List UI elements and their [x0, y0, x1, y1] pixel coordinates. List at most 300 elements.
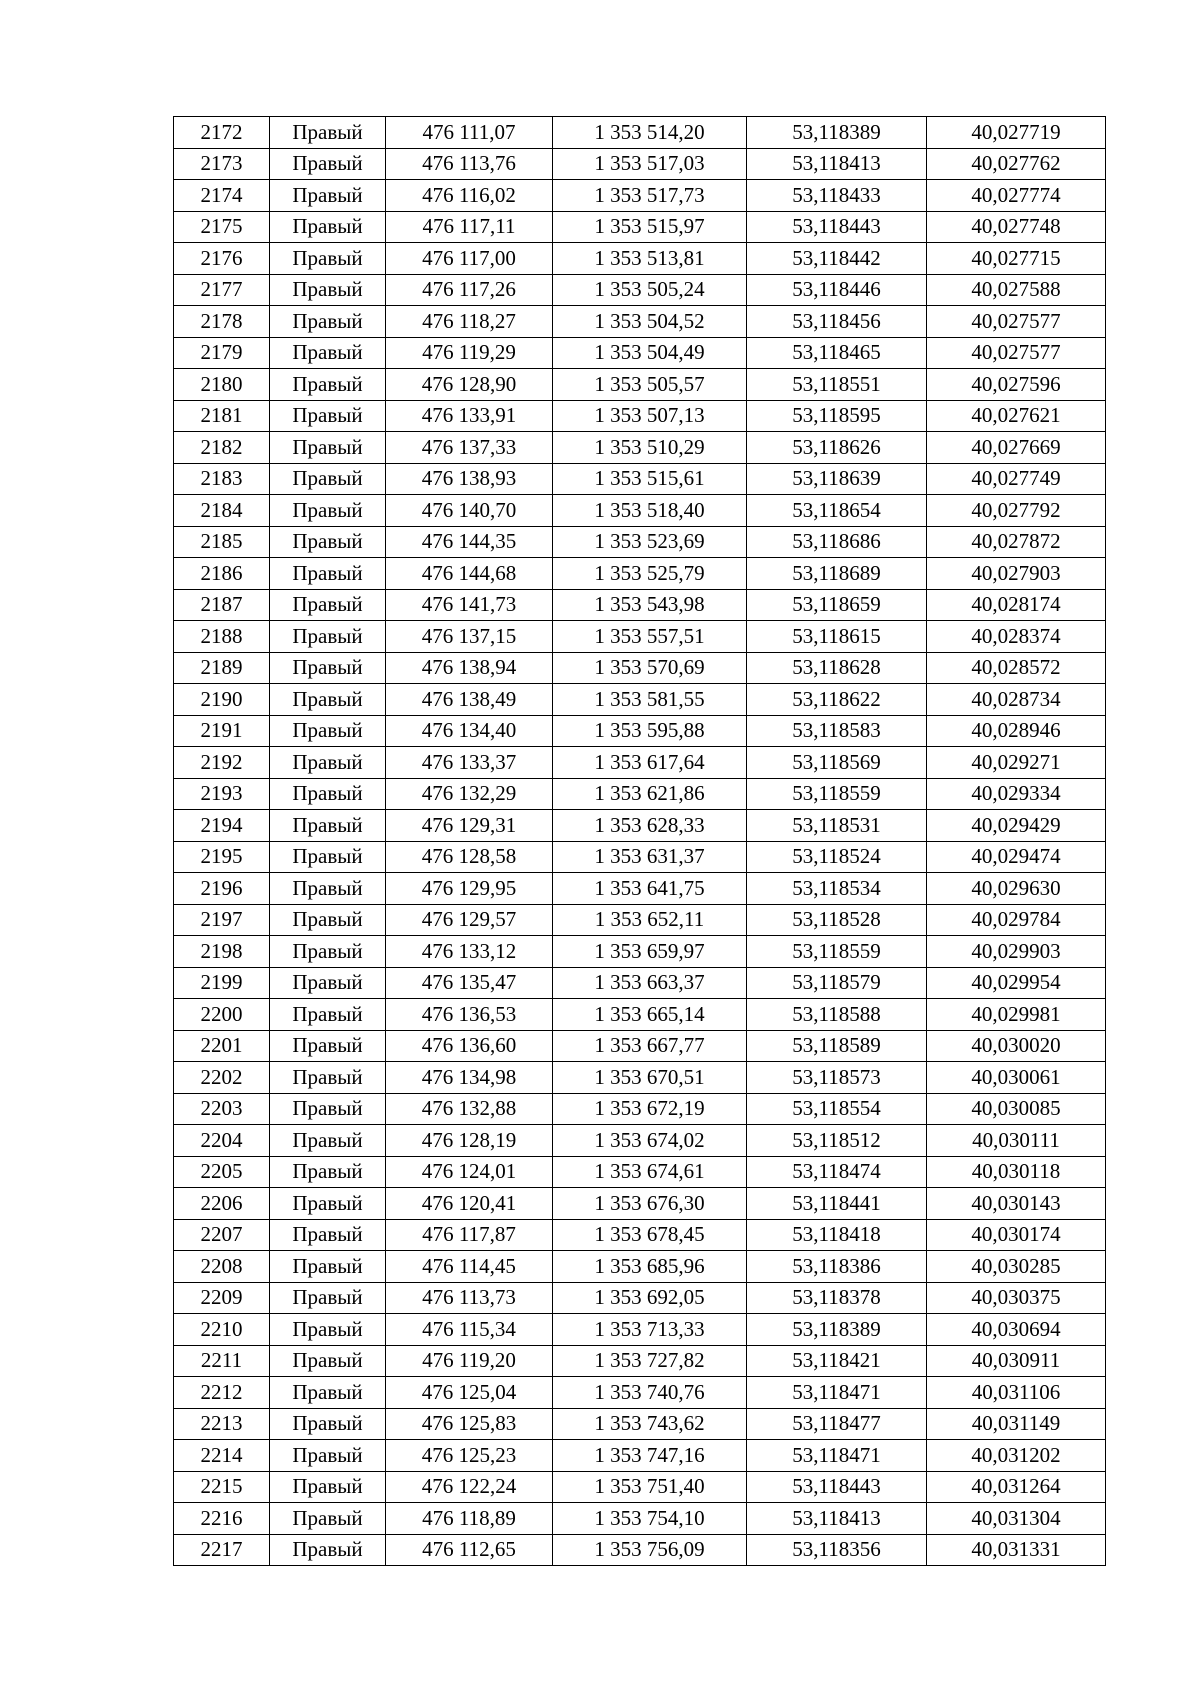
- longitude-cell: 40,029784: [927, 904, 1106, 936]
- longitude-cell: 40,027774: [927, 180, 1106, 212]
- y-coordinate-cell: 1 353 557,51: [553, 621, 747, 653]
- x-coordinate-cell: 476 111,07: [386, 117, 553, 149]
- table-row: [174, 715, 1106, 747]
- longitude-cell: 40,030375: [927, 1282, 1106, 1314]
- latitude-cell: 53,118583: [747, 715, 927, 747]
- latitude-cell: 53,118628: [747, 652, 927, 684]
- x-coordinate-cell: 476 128,58: [386, 841, 553, 873]
- x-coordinate-cell: 476 136,60: [386, 1030, 553, 1062]
- x-coordinate-cell: 476 112,65: [386, 1534, 553, 1566]
- table-row: [174, 936, 1106, 968]
- table-row: [174, 841, 1106, 873]
- y-coordinate-cell: 1 353 670,51: [553, 1062, 747, 1094]
- point-number-cell: 2184: [174, 495, 270, 527]
- latitude-cell: 53,118588: [747, 999, 927, 1031]
- x-coordinate-cell: 476 119,29: [386, 337, 553, 369]
- x-coordinate-cell: 476 129,95: [386, 873, 553, 905]
- longitude-cell: 40,028374: [927, 621, 1106, 653]
- side-cell: Правый: [270, 621, 386, 653]
- latitude-cell: 53,118446: [747, 274, 927, 306]
- y-coordinate-cell: 1 353 515,61: [553, 463, 747, 495]
- y-coordinate-cell: 1 353 510,29: [553, 432, 747, 464]
- table-row: [174, 1219, 1106, 1251]
- latitude-cell: 53,118689: [747, 558, 927, 590]
- side-cell: Правый: [270, 1440, 386, 1472]
- side-cell: Правый: [270, 904, 386, 936]
- latitude-cell: 53,118573: [747, 1062, 927, 1094]
- y-coordinate-cell: 1 353 523,69: [553, 526, 747, 558]
- side-cell: Правый: [270, 1314, 386, 1346]
- longitude-cell: 40,030085: [927, 1093, 1106, 1125]
- point-number-cell: 2183: [174, 463, 270, 495]
- table-row: [174, 873, 1106, 905]
- latitude-cell: 53,118443: [747, 211, 927, 243]
- side-cell: Правый: [270, 117, 386, 149]
- latitude-cell: 53,118626: [747, 432, 927, 464]
- side-cell: Правый: [270, 1062, 386, 1094]
- longitude-cell: 40,027719: [927, 117, 1106, 149]
- table-row: [174, 652, 1106, 684]
- point-number-cell: 2193: [174, 778, 270, 810]
- point-number-cell: 2181: [174, 400, 270, 432]
- point-number-cell: 2201: [174, 1030, 270, 1062]
- side-cell: Правый: [270, 463, 386, 495]
- table-row: [174, 778, 1106, 810]
- table-row: [174, 526, 1106, 558]
- side-cell: Правый: [270, 1093, 386, 1125]
- latitude-cell: 53,118389: [747, 117, 927, 149]
- latitude-cell: 53,118528: [747, 904, 927, 936]
- point-number-cell: 2189: [174, 652, 270, 684]
- point-number-cell: 2180: [174, 369, 270, 401]
- latitude-cell: 53,118559: [747, 778, 927, 810]
- x-coordinate-cell: 476 132,29: [386, 778, 553, 810]
- x-coordinate-cell: 476 134,98: [386, 1062, 553, 1094]
- longitude-cell: 40,031106: [927, 1377, 1106, 1409]
- latitude-cell: 53,118456: [747, 306, 927, 338]
- point-number-cell: 2186: [174, 558, 270, 590]
- longitude-cell: 40,028174: [927, 589, 1106, 621]
- side-cell: Правый: [270, 747, 386, 779]
- y-coordinate-cell: 1 353 514,20: [553, 117, 747, 149]
- longitude-cell: 40,027621: [927, 400, 1106, 432]
- latitude-cell: 53,118622: [747, 684, 927, 716]
- table-row: [174, 117, 1106, 149]
- point-number-cell: 2217: [174, 1534, 270, 1566]
- x-coordinate-cell: 476 137,15: [386, 621, 553, 653]
- y-coordinate-cell: 1 353 678,45: [553, 1219, 747, 1251]
- table-row: [174, 432, 1106, 464]
- y-coordinate-cell: 1 353 504,49: [553, 337, 747, 369]
- latitude-cell: 53,118386: [747, 1251, 927, 1283]
- x-coordinate-cell: 476 132,88: [386, 1093, 553, 1125]
- latitude-cell: 53,118389: [747, 1314, 927, 1346]
- point-number-cell: 2177: [174, 274, 270, 306]
- point-number-cell: 2202: [174, 1062, 270, 1094]
- table-row: [174, 747, 1106, 779]
- side-cell: Правый: [270, 526, 386, 558]
- point-number-cell: 2191: [174, 715, 270, 747]
- longitude-cell: 40,031202: [927, 1440, 1106, 1472]
- point-number-cell: 2204: [174, 1125, 270, 1157]
- table-row: [174, 1534, 1106, 1566]
- x-coordinate-cell: 476 113,76: [386, 148, 553, 180]
- latitude-cell: 53,118421: [747, 1345, 927, 1377]
- x-coordinate-cell: 476 117,87: [386, 1219, 553, 1251]
- x-coordinate-cell: 476 118,89: [386, 1503, 553, 1535]
- x-coordinate-cell: 476 118,27: [386, 306, 553, 338]
- y-coordinate-cell: 1 353 513,81: [553, 243, 747, 275]
- side-cell: Правый: [270, 1345, 386, 1377]
- latitude-cell: 53,118531: [747, 810, 927, 842]
- table-row: [174, 1093, 1106, 1125]
- table-row: [174, 1251, 1106, 1283]
- coordinates-table: [173, 116, 1106, 1566]
- point-number-cell: 2187: [174, 589, 270, 621]
- table-row: [174, 1125, 1106, 1157]
- table-row: [174, 1282, 1106, 1314]
- point-number-cell: 2197: [174, 904, 270, 936]
- longitude-cell: 40,030285: [927, 1251, 1106, 1283]
- x-coordinate-cell: 476 134,40: [386, 715, 553, 747]
- longitude-cell: 40,029981: [927, 999, 1106, 1031]
- point-number-cell: 2176: [174, 243, 270, 275]
- y-coordinate-cell: 1 353 692,05: [553, 1282, 747, 1314]
- point-number-cell: 2178: [174, 306, 270, 338]
- x-coordinate-cell: 476 117,00: [386, 243, 553, 275]
- point-number-cell: 2211: [174, 1345, 270, 1377]
- point-number-cell: 2173: [174, 148, 270, 180]
- latitude-cell: 53,118659: [747, 589, 927, 621]
- y-coordinate-cell: 1 353 631,37: [553, 841, 747, 873]
- y-coordinate-cell: 1 353 595,88: [553, 715, 747, 747]
- y-coordinate-cell: 1 353 518,40: [553, 495, 747, 527]
- side-cell: Правый: [270, 211, 386, 243]
- y-coordinate-cell: 1 353 756,09: [553, 1534, 747, 1566]
- point-number-cell: 2188: [174, 621, 270, 653]
- point-number-cell: 2208: [174, 1251, 270, 1283]
- latitude-cell: 53,118356: [747, 1534, 927, 1566]
- y-coordinate-cell: 1 353 674,02: [553, 1125, 747, 1157]
- side-cell: Правый: [270, 778, 386, 810]
- y-coordinate-cell: 1 353 621,86: [553, 778, 747, 810]
- latitude-cell: 53,118559: [747, 936, 927, 968]
- point-number-cell: 2203: [174, 1093, 270, 1125]
- longitude-cell: 40,031149: [927, 1408, 1106, 1440]
- point-number-cell: 2172: [174, 117, 270, 149]
- side-cell: Правый: [270, 495, 386, 527]
- latitude-cell: 53,118579: [747, 967, 927, 999]
- table-row: [174, 400, 1106, 432]
- y-coordinate-cell: 1 353 713,33: [553, 1314, 747, 1346]
- point-number-cell: 2199: [174, 967, 270, 999]
- y-coordinate-cell: 1 353 505,24: [553, 274, 747, 306]
- side-cell: Правый: [270, 1534, 386, 1566]
- y-coordinate-cell: 1 353 663,37: [553, 967, 747, 999]
- x-coordinate-cell: 476 116,02: [386, 180, 553, 212]
- table-row: [174, 337, 1106, 369]
- side-cell: Правый: [270, 369, 386, 401]
- side-cell: Правый: [270, 589, 386, 621]
- point-number-cell: 2207: [174, 1219, 270, 1251]
- table-row: [174, 243, 1106, 275]
- table-row: [174, 684, 1106, 716]
- y-coordinate-cell: 1 353 504,52: [553, 306, 747, 338]
- point-number-cell: 2212: [174, 1377, 270, 1409]
- longitude-cell: 40,030111: [927, 1125, 1106, 1157]
- y-coordinate-cell: 1 353 672,19: [553, 1093, 747, 1125]
- table-row: [174, 1503, 1106, 1535]
- latitude-cell: 53,118413: [747, 1503, 927, 1535]
- latitude-cell: 53,118442: [747, 243, 927, 275]
- latitude-cell: 53,118569: [747, 747, 927, 779]
- y-coordinate-cell: 1 353 581,55: [553, 684, 747, 716]
- table-row: [174, 1030, 1106, 1062]
- y-coordinate-cell: 1 353 525,79: [553, 558, 747, 590]
- table-row: [174, 1062, 1106, 1094]
- y-coordinate-cell: 1 353 676,30: [553, 1188, 747, 1220]
- point-number-cell: 2174: [174, 180, 270, 212]
- side-cell: Правый: [270, 999, 386, 1031]
- x-coordinate-cell: 476 133,91: [386, 400, 553, 432]
- y-coordinate-cell: 1 353 517,73: [553, 180, 747, 212]
- y-coordinate-cell: 1 353 507,13: [553, 400, 747, 432]
- longitude-cell: 40,031264: [927, 1471, 1106, 1503]
- latitude-cell: 53,118554: [747, 1093, 927, 1125]
- side-cell: Правый: [270, 1030, 386, 1062]
- point-number-cell: 2175: [174, 211, 270, 243]
- table-row: [174, 1377, 1106, 1409]
- table-row: [174, 274, 1106, 306]
- point-number-cell: 2214: [174, 1440, 270, 1472]
- point-number-cell: 2209: [174, 1282, 270, 1314]
- x-coordinate-cell: 476 115,34: [386, 1314, 553, 1346]
- latitude-cell: 53,118595: [747, 400, 927, 432]
- point-number-cell: 2194: [174, 810, 270, 842]
- longitude-cell: 40,030174: [927, 1219, 1106, 1251]
- coordinates-table-body: [174, 117, 1106, 1566]
- point-number-cell: 2206: [174, 1188, 270, 1220]
- side-cell: Правый: [270, 243, 386, 275]
- side-cell: Правый: [270, 1282, 386, 1314]
- longitude-cell: 40,029429: [927, 810, 1106, 842]
- point-number-cell: 2213: [174, 1408, 270, 1440]
- latitude-cell: 53,118589: [747, 1030, 927, 1062]
- side-cell: Правый: [270, 180, 386, 212]
- x-coordinate-cell: 476 125,04: [386, 1377, 553, 1409]
- table-row: [174, 211, 1106, 243]
- y-coordinate-cell: 1 353 659,97: [553, 936, 747, 968]
- point-number-cell: 2182: [174, 432, 270, 464]
- latitude-cell: 53,118471: [747, 1440, 927, 1472]
- y-coordinate-cell: 1 353 743,62: [553, 1408, 747, 1440]
- x-coordinate-cell: 476 141,73: [386, 589, 553, 621]
- longitude-cell: 40,029474: [927, 841, 1106, 873]
- y-coordinate-cell: 1 353 685,96: [553, 1251, 747, 1283]
- side-cell: Правый: [270, 684, 386, 716]
- longitude-cell: 40,027792: [927, 495, 1106, 527]
- table-row: [174, 558, 1106, 590]
- point-number-cell: 2205: [174, 1156, 270, 1188]
- latitude-cell: 53,118413: [747, 148, 927, 180]
- longitude-cell: 40,027903: [927, 558, 1106, 590]
- x-coordinate-cell: 476 129,31: [386, 810, 553, 842]
- latitude-cell: 53,118534: [747, 873, 927, 905]
- side-cell: Правый: [270, 274, 386, 306]
- table-row: [174, 1156, 1106, 1188]
- longitude-cell: 40,027577: [927, 337, 1106, 369]
- table-row: [174, 1471, 1106, 1503]
- table-row: [174, 1440, 1106, 1472]
- latitude-cell: 53,118418: [747, 1219, 927, 1251]
- side-cell: Правый: [270, 1251, 386, 1283]
- y-coordinate-cell: 1 353 665,14: [553, 999, 747, 1031]
- latitude-cell: 53,118378: [747, 1282, 927, 1314]
- longitude-cell: 40,027588: [927, 274, 1106, 306]
- table-row: [174, 904, 1106, 936]
- longitude-cell: 40,030118: [927, 1156, 1106, 1188]
- x-coordinate-cell: 476 133,12: [386, 936, 553, 968]
- side-cell: Правый: [270, 432, 386, 464]
- x-coordinate-cell: 476 128,90: [386, 369, 553, 401]
- side-cell: Правый: [270, 1471, 386, 1503]
- longitude-cell: 40,030694: [927, 1314, 1106, 1346]
- table-row: [174, 967, 1106, 999]
- side-cell: Правый: [270, 1219, 386, 1251]
- side-cell: Правый: [270, 1188, 386, 1220]
- y-coordinate-cell: 1 353 641,75: [553, 873, 747, 905]
- y-coordinate-cell: 1 353 505,57: [553, 369, 747, 401]
- latitude-cell: 53,118441: [747, 1188, 927, 1220]
- point-number-cell: 2185: [174, 526, 270, 558]
- table-row: [174, 1345, 1106, 1377]
- y-coordinate-cell: 1 353 628,33: [553, 810, 747, 842]
- latitude-cell: 53,118686: [747, 526, 927, 558]
- point-number-cell: 2179: [174, 337, 270, 369]
- x-coordinate-cell: 476 140,70: [386, 495, 553, 527]
- point-number-cell: 2198: [174, 936, 270, 968]
- longitude-cell: 40,027748: [927, 211, 1106, 243]
- x-coordinate-cell: 476 117,11: [386, 211, 553, 243]
- x-coordinate-cell: 476 128,19: [386, 1125, 553, 1157]
- table-row: [174, 810, 1106, 842]
- latitude-cell: 53,118433: [747, 180, 927, 212]
- y-coordinate-cell: 1 353 543,98: [553, 589, 747, 621]
- x-coordinate-cell: 476 125,83: [386, 1408, 553, 1440]
- table-row: [174, 148, 1106, 180]
- longitude-cell: 40,027669: [927, 432, 1106, 464]
- point-number-cell: 2192: [174, 747, 270, 779]
- side-cell: Правый: [270, 400, 386, 432]
- latitude-cell: 53,118512: [747, 1125, 927, 1157]
- x-coordinate-cell: 476 117,26: [386, 274, 553, 306]
- x-coordinate-cell: 476 138,93: [386, 463, 553, 495]
- side-cell: Правый: [270, 558, 386, 590]
- x-coordinate-cell: 476 144,35: [386, 526, 553, 558]
- side-cell: Правый: [270, 1125, 386, 1157]
- table-row: [174, 369, 1106, 401]
- longitude-cell: 40,028946: [927, 715, 1106, 747]
- longitude-cell: 40,027596: [927, 369, 1106, 401]
- longitude-cell: 40,030061: [927, 1062, 1106, 1094]
- table-row: [174, 463, 1106, 495]
- side-cell: Правый: [270, 715, 386, 747]
- x-coordinate-cell: 476 135,47: [386, 967, 553, 999]
- x-coordinate-cell: 476 125,23: [386, 1440, 553, 1472]
- table-row: [174, 180, 1106, 212]
- latitude-cell: 53,118524: [747, 841, 927, 873]
- side-cell: Правый: [270, 337, 386, 369]
- x-coordinate-cell: 476 124,01: [386, 1156, 553, 1188]
- y-coordinate-cell: 1 353 674,61: [553, 1156, 747, 1188]
- side-cell: Правый: [270, 306, 386, 338]
- x-coordinate-cell: 476 122,24: [386, 1471, 553, 1503]
- latitude-cell: 53,118443: [747, 1471, 927, 1503]
- latitude-cell: 53,118615: [747, 621, 927, 653]
- longitude-cell: 40,030143: [927, 1188, 1106, 1220]
- y-coordinate-cell: 1 353 652,11: [553, 904, 747, 936]
- x-coordinate-cell: 476 137,33: [386, 432, 553, 464]
- y-coordinate-cell: 1 353 747,16: [553, 1440, 747, 1472]
- table-row: [174, 495, 1106, 527]
- x-coordinate-cell: 476 133,37: [386, 747, 553, 779]
- y-coordinate-cell: 1 353 754,10: [553, 1503, 747, 1535]
- x-coordinate-cell: 476 138,49: [386, 684, 553, 716]
- side-cell: Правый: [270, 873, 386, 905]
- y-coordinate-cell: 1 353 727,82: [553, 1345, 747, 1377]
- y-coordinate-cell: 1 353 617,64: [553, 747, 747, 779]
- longitude-cell: 40,027577: [927, 306, 1106, 338]
- point-number-cell: 2216: [174, 1503, 270, 1535]
- longitude-cell: 40,030911: [927, 1345, 1106, 1377]
- longitude-cell: 40,028572: [927, 652, 1106, 684]
- longitude-cell: 40,029630: [927, 873, 1106, 905]
- latitude-cell: 53,118639: [747, 463, 927, 495]
- y-coordinate-cell: 1 353 517,03: [553, 148, 747, 180]
- side-cell: Правый: [270, 1503, 386, 1535]
- side-cell: Правый: [270, 1377, 386, 1409]
- x-coordinate-cell: 476 113,73: [386, 1282, 553, 1314]
- point-number-cell: 2200: [174, 999, 270, 1031]
- table-row: [174, 1408, 1106, 1440]
- x-coordinate-cell: 476 119,20: [386, 1345, 553, 1377]
- side-cell: Правый: [270, 1156, 386, 1188]
- longitude-cell: 40,029903: [927, 936, 1106, 968]
- longitude-cell: 40,027872: [927, 526, 1106, 558]
- side-cell: Правый: [270, 841, 386, 873]
- latitude-cell: 53,118471: [747, 1377, 927, 1409]
- y-coordinate-cell: 1 353 667,77: [553, 1030, 747, 1062]
- x-coordinate-cell: 476 144,68: [386, 558, 553, 590]
- longitude-cell: 40,030020: [927, 1030, 1106, 1062]
- point-number-cell: 2190: [174, 684, 270, 716]
- longitude-cell: 40,031331: [927, 1534, 1106, 1566]
- latitude-cell: 53,118474: [747, 1156, 927, 1188]
- point-number-cell: 2210: [174, 1314, 270, 1346]
- side-cell: Правый: [270, 652, 386, 684]
- table-row: [174, 999, 1106, 1031]
- table-row: [174, 306, 1106, 338]
- table-row: [174, 621, 1106, 653]
- longitude-cell: 40,028734: [927, 684, 1106, 716]
- side-cell: Правый: [270, 1408, 386, 1440]
- x-coordinate-cell: 476 129,57: [386, 904, 553, 936]
- y-coordinate-cell: 1 353 740,76: [553, 1377, 747, 1409]
- longitude-cell: 40,029954: [927, 967, 1106, 999]
- y-coordinate-cell: 1 353 515,97: [553, 211, 747, 243]
- side-cell: Правый: [270, 810, 386, 842]
- x-coordinate-cell: 476 136,53: [386, 999, 553, 1031]
